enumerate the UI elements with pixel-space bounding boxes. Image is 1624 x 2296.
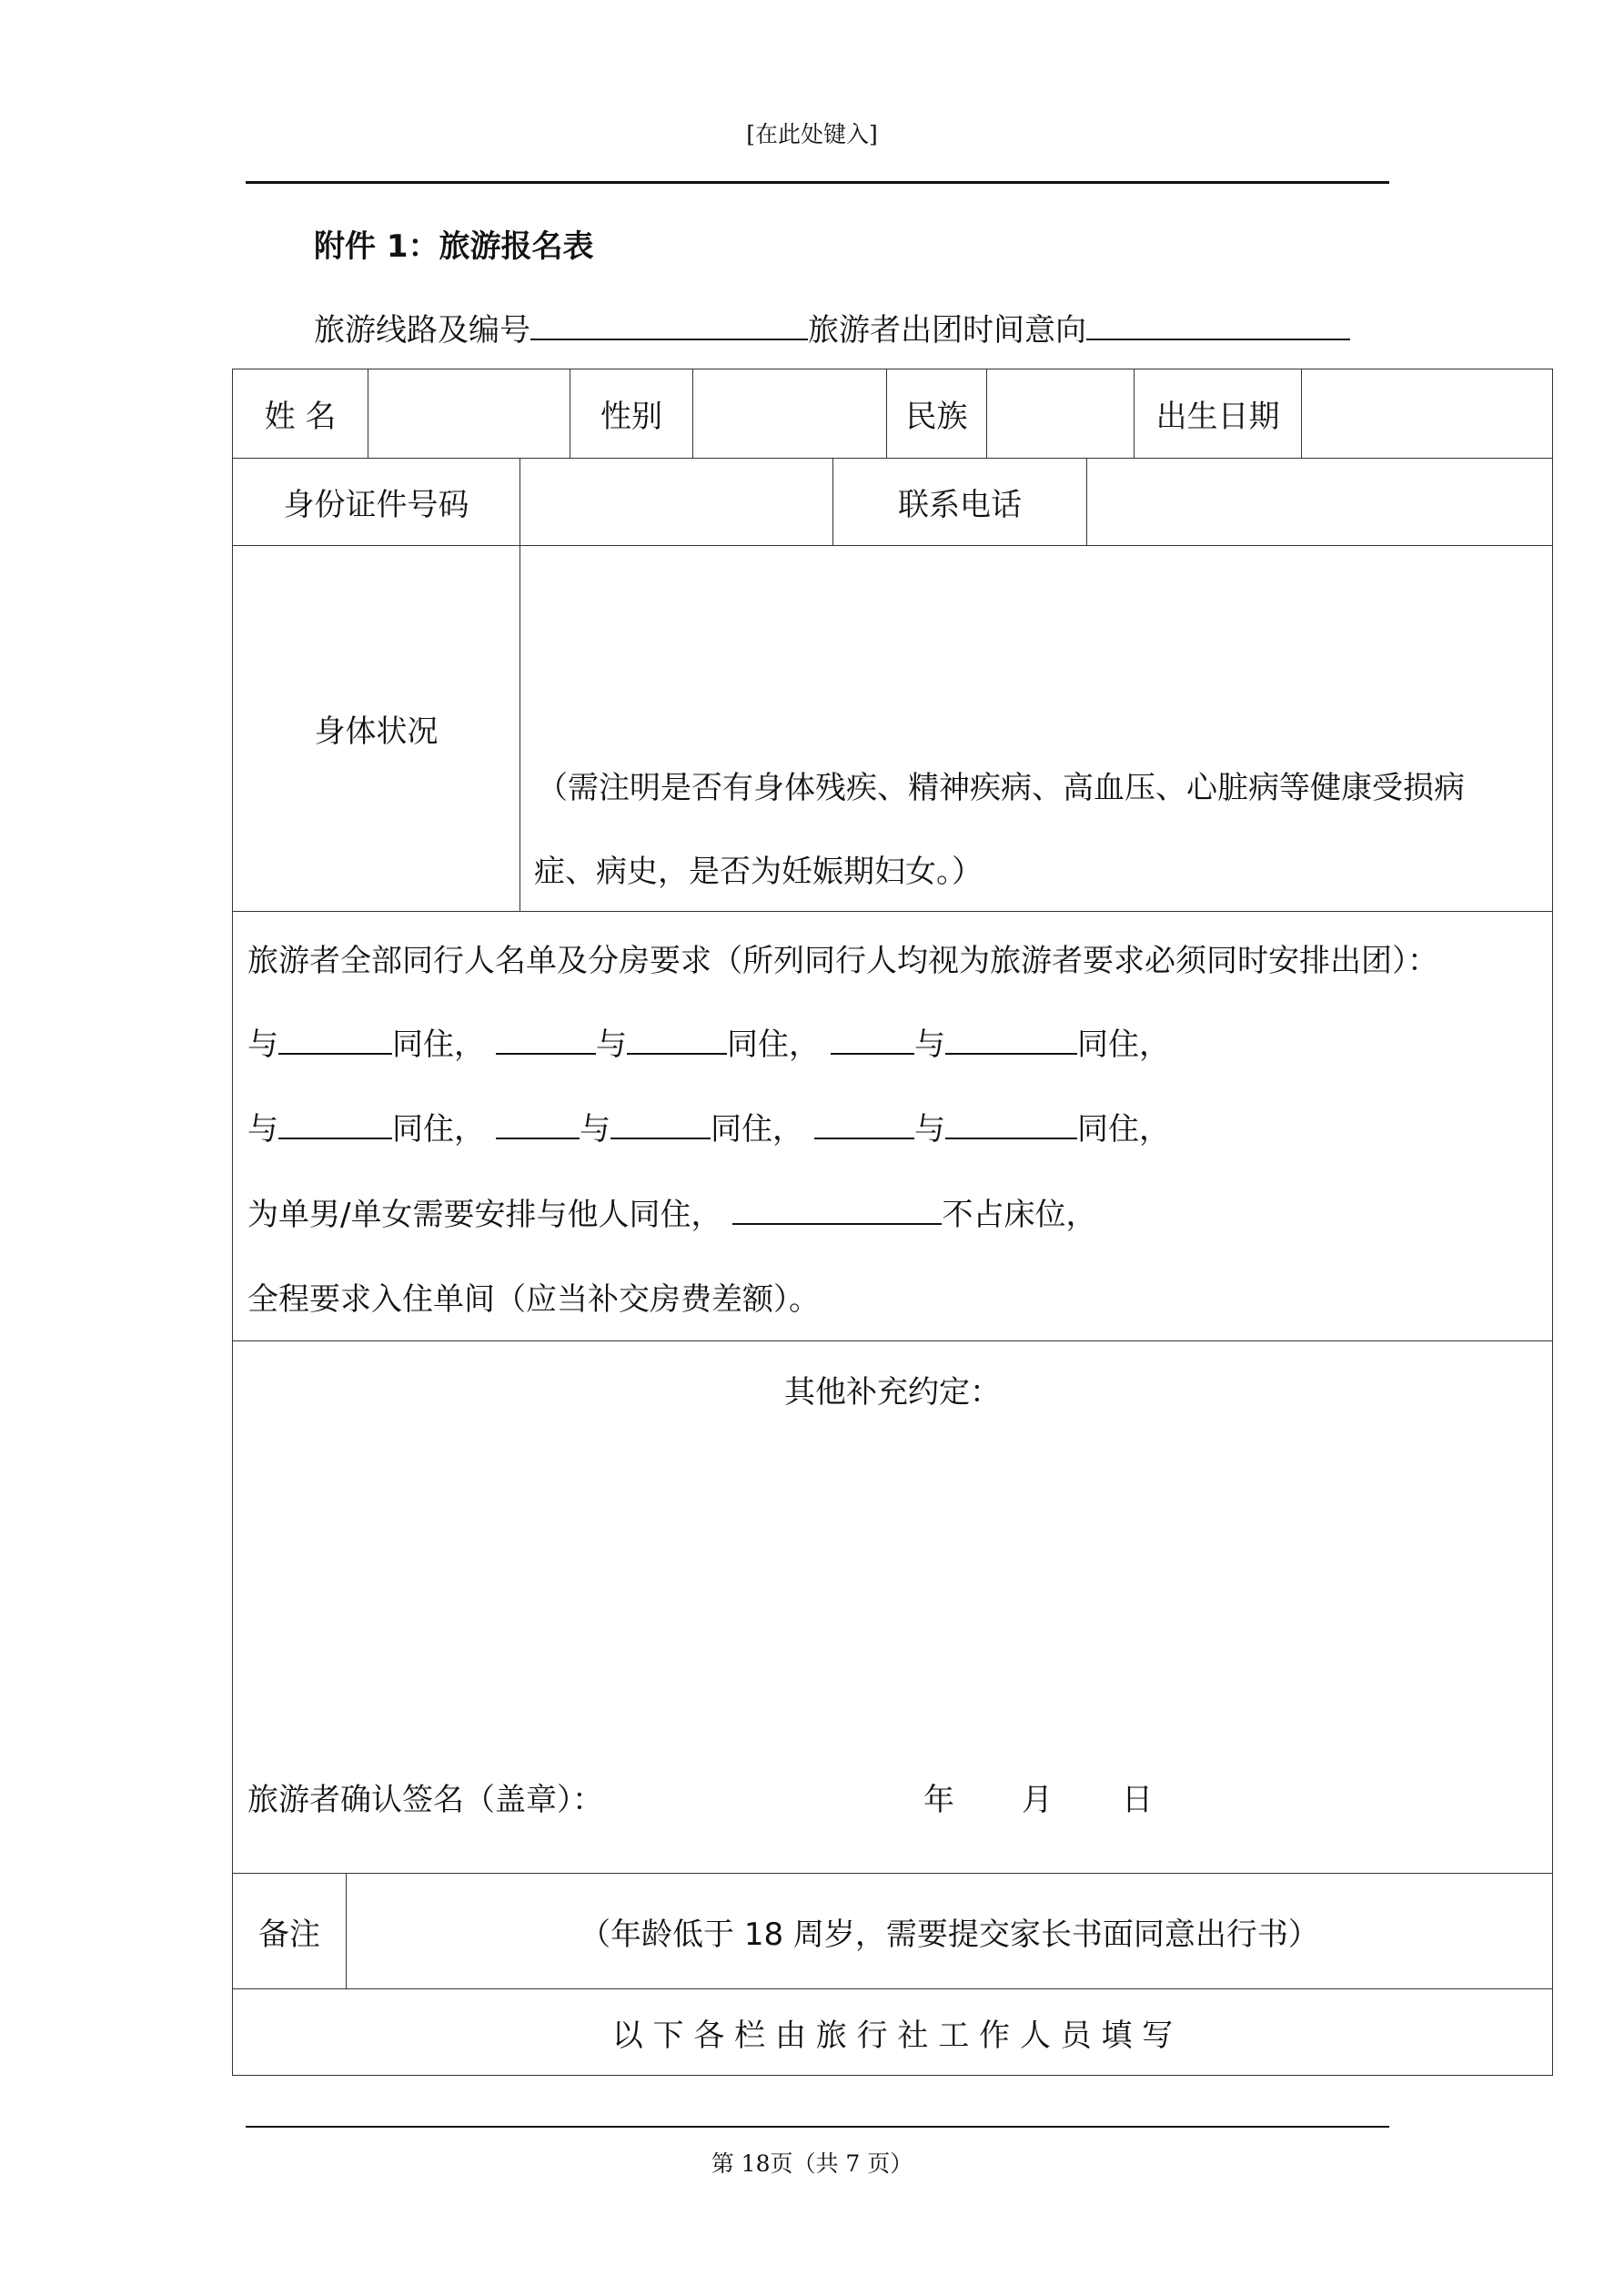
remark-text: （年龄低于 18 周岁，需要提交家长书面同意出行书）	[346, 1873, 1553, 1989]
blank[interactable]	[278, 1026, 392, 1055]
gender-label: 性别	[570, 369, 693, 459]
header-rule	[246, 181, 1389, 184]
gender-field[interactable]	[692, 369, 887, 459]
birth-label: 出生日期	[1134, 369, 1302, 459]
blank[interactable]	[627, 1026, 727, 1055]
month-label: 月	[1022, 1782, 1053, 1818]
depart-field[interactable]	[1086, 311, 1350, 340]
blank[interactable]	[496, 1110, 580, 1139]
ethnicity-field[interactable]	[986, 369, 1135, 459]
route-label: 旅游线路及编号	[314, 312, 530, 349]
id-label: 身份证件号码	[232, 458, 520, 546]
name-field[interactable]	[368, 369, 570, 459]
ethnicity-label: 民族	[886, 369, 987, 459]
health-note-2: 症、病史，是否为妊娠期妇女。）	[534, 854, 983, 890]
phone-field[interactable]	[1086, 458, 1553, 546]
nobed-blank[interactable]	[732, 1196, 942, 1225]
blank[interactable]	[278, 1110, 392, 1139]
remark-label: 备注	[232, 1873, 347, 1989]
rooming-row-2: 与 同住， 与 同住， 与 同住，	[247, 1111, 1170, 1148]
agency-section-label: 以 下 各 栏 由 旅 行 社 工 作 人 员 填 写	[232, 1988, 1553, 2076]
blank[interactable]	[945, 1026, 1077, 1055]
depart-label: 旅游者出团时间意向	[808, 312, 1086, 349]
id-field[interactable]	[519, 458, 833, 546]
page-header: [在此处键入]	[746, 121, 878, 147]
route-field[interactable]	[530, 311, 808, 340]
blank[interactable]	[945, 1110, 1077, 1139]
rooming-row-1: 与 同住， 与 同住， 与 同住，	[247, 1027, 1170, 1063]
single-room-row: 全程要求入住单间（应当补交房费差额）。	[247, 1281, 820, 1318]
other-label: 其他补充约定：	[784, 1374, 1001, 1411]
year-label: 年	[923, 1782, 954, 1818]
day-label: 日	[1122, 1782, 1153, 1818]
phone-label: 联系电话	[832, 458, 1087, 546]
birth-field[interactable]	[1301, 369, 1553, 459]
form-title: 附件 1：旅游报名表	[314, 228, 594, 265]
route-line	[314, 305, 1350, 349]
blank[interactable]	[496, 1026, 596, 1055]
single-row: 为单男/单女需要安排与他人同住， 不占床位，	[247, 1197, 1097, 1233]
page-footer: 第 18页（共 7 页）	[711, 2150, 913, 2177]
blank[interactable]	[831, 1026, 914, 1055]
name-label: 姓 名	[232, 369, 368, 459]
blank[interactable]	[814, 1110, 914, 1139]
blank[interactable]	[610, 1110, 711, 1139]
health-label: 身体状况	[232, 545, 520, 912]
health-note-1: （需注明是否有身体残疾、精神疾病、高血压、心脏病等健康受损病	[537, 770, 1465, 806]
sign-label: 旅游者确认签名（盖章）：	[247, 1782, 603, 1818]
footer-rule	[246, 2126, 1389, 2128]
companions-intro: 旅游者全部同行人名单及分房要求（所列同行人均视为旅游者要求必须同时安排出团）：	[247, 943, 1438, 979]
